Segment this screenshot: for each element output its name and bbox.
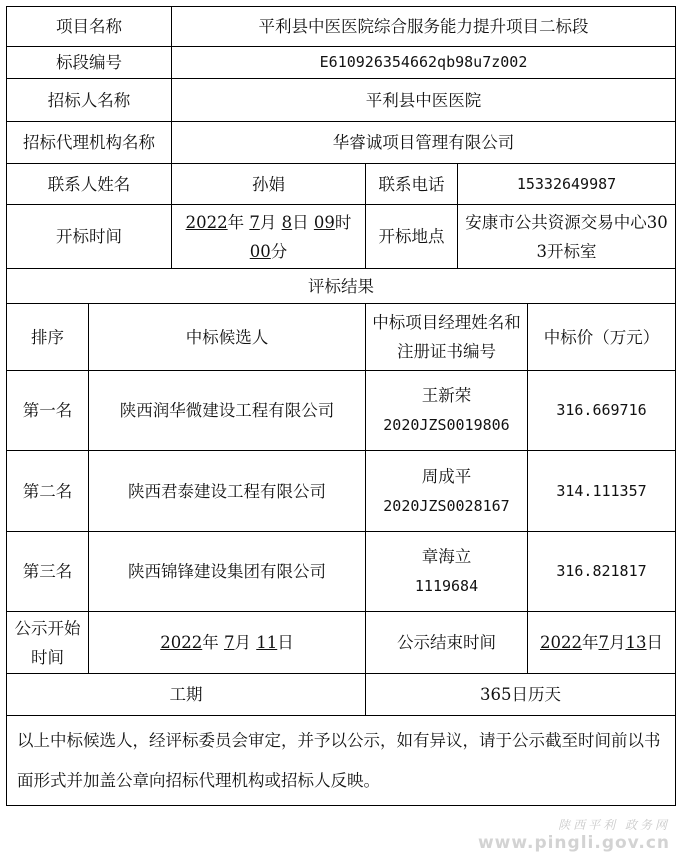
end-year-unit: 年	[582, 633, 599, 652]
start-month-unit: 月	[234, 633, 251, 652]
row-project-name	[7, 7, 676, 47]
price-2: 314.111357	[528, 451, 676, 532]
end-month: 7	[598, 633, 609, 652]
candidate-1: 陕西润华微建设工程有限公司	[89, 371, 366, 451]
open-hour-unit: 时	[334, 212, 352, 232]
end-day: 13	[625, 633, 647, 652]
results-table	[6, 303, 676, 806]
publicity-end-value	[528, 612, 676, 674]
price-3: 316.821817	[528, 532, 676, 612]
duration-value: 365日历天	[366, 674, 676, 716]
row-publicity	[7, 612, 676, 674]
tenderer-value: 平利县中医医院	[172, 79, 676, 122]
header-manager: 中标项目经理姓名和注册证书编号	[366, 304, 528, 371]
phone-value: 15332649987	[458, 164, 676, 205]
end-year: 2022	[540, 633, 582, 652]
candidate-2: 陕西君泰建设工程有限公司	[89, 451, 366, 532]
open-year: 2022	[185, 212, 228, 232]
open-place-value: 安康市公共资源交易中心303开标室	[458, 205, 676, 269]
results-title: 评标结果	[7, 269, 676, 304]
rank-2: 第二名	[7, 451, 89, 532]
rank-3: 第三名	[7, 532, 89, 612]
manager-name-3: 章海立	[421, 547, 472, 566]
section-number-label: 标段编号	[7, 47, 172, 79]
manager-3	[366, 532, 528, 612]
publicity-start-label: 公示开始时间	[7, 612, 89, 674]
open-day-unit: 日	[292, 212, 309, 232]
open-hour: 09	[313, 212, 335, 232]
contact-value: 孙娟	[172, 164, 366, 205]
table-row	[7, 451, 676, 532]
row-contact	[7, 164, 676, 205]
section-number-value: E610926354662qb98u7z002	[172, 47, 676, 79]
open-time-label: 开标时间	[7, 205, 172, 269]
header-rank: 排序	[7, 304, 89, 371]
watermark-site-name: 陕西平利 政务网	[558, 818, 670, 832]
manager-cert-1: 2020JZS0019806	[383, 416, 510, 434]
row-note	[7, 716, 676, 806]
header-price: 中标价（万元）	[528, 304, 676, 371]
agency-label: 招标代理机构名称	[7, 122, 172, 164]
row-section-number	[7, 47, 676, 79]
publicity-start-value	[89, 612, 366, 674]
open-place-label: 开标地点	[366, 205, 458, 269]
results-header-row	[7, 304, 676, 371]
site-watermark	[478, 816, 670, 853]
row-results-title	[7, 269, 676, 304]
project-name-value: 平利县中医医院综合服务能力提升项目二标段	[172, 7, 676, 47]
manager-1	[366, 371, 528, 451]
manager-name-1: 王新荣	[421, 386, 472, 405]
manager-cert-3: 1119684	[414, 577, 479, 595]
manager-cert-2: 2020JZS0028167	[383, 496, 510, 515]
row-tenderer	[7, 79, 676, 122]
row-duration	[7, 674, 676, 716]
agency-value: 华睿诚项目管理有限公司	[172, 122, 676, 164]
bid-result-table	[6, 6, 676, 304]
note-text: 以上中标候选人，经评标委员会审定，并予以公示，如有异议，请于公示截至时间前以书面形式并加盖公章向招标代理机构或招标人反映。	[7, 716, 676, 806]
phone-label: 联系电话	[366, 164, 458, 205]
open-minute: 00	[249, 241, 271, 261]
row-opening	[7, 205, 676, 269]
end-day-unit: 日	[646, 633, 663, 652]
price-1: 316.669716	[528, 371, 676, 451]
open-month-unit: 月	[259, 212, 277, 232]
open-time-value	[172, 205, 366, 269]
header-candidate: 中标候选人	[89, 304, 366, 371]
publicity-end-label: 公示结束时间	[366, 612, 528, 674]
manager-name-2: 周成平	[421, 466, 472, 486]
end-month-unit: 月	[609, 633, 626, 652]
bid-result-document	[6, 6, 675, 806]
candidate-3: 陕西锦锋建设集团有限公司	[89, 532, 366, 612]
rank-1: 第一名	[7, 371, 89, 451]
table-row	[7, 371, 676, 451]
start-day: 11	[256, 633, 278, 652]
start-month: 7	[224, 633, 235, 652]
duration-label: 工期	[7, 674, 366, 716]
open-day: 8	[281, 212, 293, 232]
open-year-unit: 年	[227, 212, 245, 232]
project-name-label: 项目名称	[7, 7, 172, 47]
table-row	[7, 532, 676, 612]
tenderer-label: 招标人名称	[7, 79, 172, 122]
contact-label: 联系人姓名	[7, 164, 172, 205]
open-month: 7	[249, 212, 260, 232]
open-minute-unit: 分	[270, 241, 288, 261]
start-day-unit: 日	[277, 633, 294, 652]
watermark-url: www.pingli.gov.cn	[477, 833, 670, 853]
row-agency	[7, 122, 676, 164]
manager-2	[366, 451, 528, 532]
start-year: 2022	[160, 633, 203, 652]
start-year-unit: 年	[202, 633, 219, 652]
